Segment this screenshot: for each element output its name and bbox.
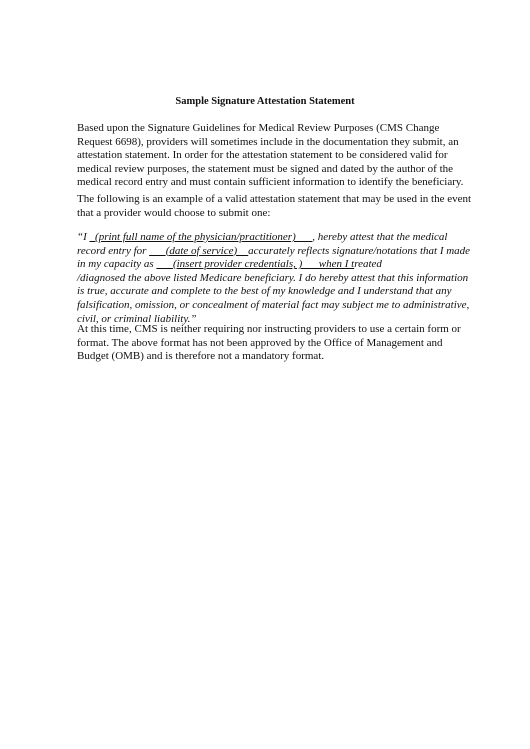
statement-line [77,258,459,272]
example-intro-paragraph [77,193,472,220]
statement-text: in my capacity as [77,258,157,271]
closing-line: Budget (OMB) and is therefore not a mandatory format. [77,350,325,363]
intro-line: Based upon the Signature Guidelines for Medical Review Purposes (CMS Change [77,122,440,134]
intro-line: medical record entry and must contain sufficient information to identify the beneficiary. [77,176,464,189]
example-intro-line: that a provider would choose to submit one: [77,206,271,219]
intro-paragraph [77,122,464,190]
statement-text: , hereby attest that the medical [312,231,448,243]
statement-line: falsification, omission, or concealment of material fact may subject me to administrative, [77,298,470,311]
statement-line: /diagnosed the above listed Medicare beneficiary. I do hereby attest that this information [77,271,469,284]
attestation-statement [77,231,471,326]
intro-line: Request 6698), providers will sometimes include in the documentation they submit, an [77,135,459,148]
document-title: Sample Signature Attestation Statement [175,96,355,107]
statement-line [77,231,459,245]
provider-credentials-placeholder: ___(insert provider credentials, )___when I t [156,258,355,271]
statement-line: civil, or criminal liability.” [77,312,197,325]
date-of-service-placeholder: ___(date of service)__ [149,244,249,257]
statement-line [77,244,471,259]
physician-name-placeholder: _(print full name of the physician/practitioner)___ [89,231,313,243]
statement-line: is true, accurate and complete to the best of my knowledge and I understand that any [77,285,452,298]
closing-line: format. The above format has not been approved by the Office of Management and [77,336,443,349]
intro-line: attestation statement. In order for the attestation statement to be considered valid for [77,149,448,162]
statement-text: “I [77,231,90,243]
closing-paragraph [77,323,459,364]
statement-text: record entry for [77,244,150,257]
example-intro-line: The following is an example of a valid attestation statement that may be used in the event [77,193,472,205]
closing-line: At this time, CMS is neither requiring nor instructing providers to use a certain form or [77,323,461,335]
intro-line: medical review purposes, the statement must be signed and dated by the author of the [77,162,454,175]
statement-text: accurately reflects signature/notations that I made [248,244,471,257]
statement-text: reated [354,258,382,271]
